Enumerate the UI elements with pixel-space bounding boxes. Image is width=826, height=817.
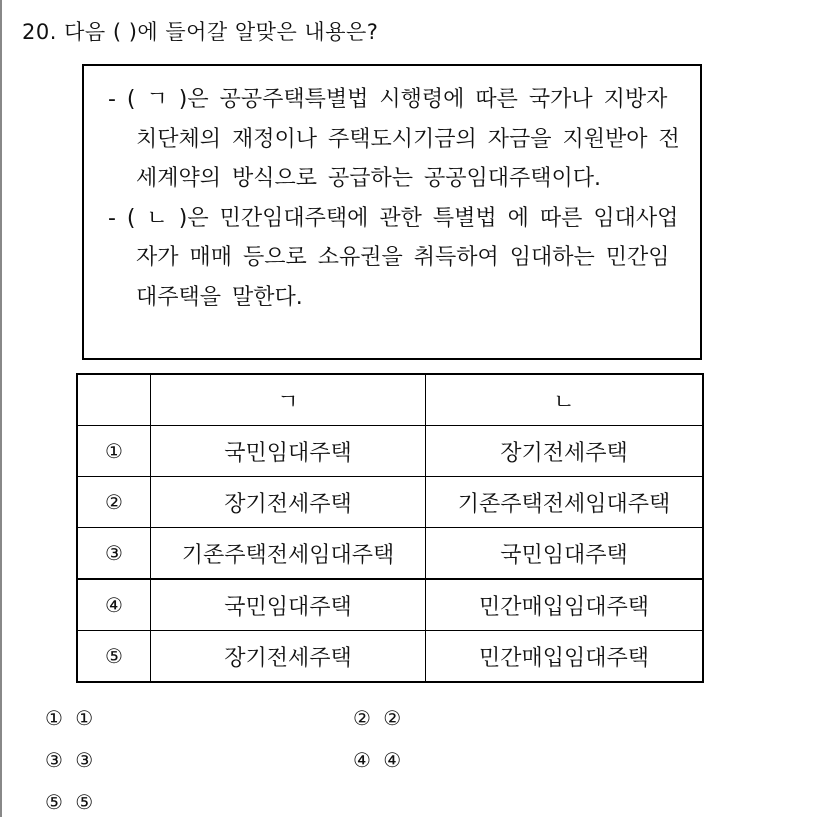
table-cell: 국민임대주택 — [151, 579, 426, 631]
choice-2[interactable]: ② ② — [353, 706, 402, 730]
table-row — [77, 477, 703, 528]
passage-item-b: - ( ㄴ )은 민간임대주택에 관한 특별법 에 따른 임대사업자가 매매 등으로 소유권을 취득하여 임대하는 민간임대주택을 말한다. — [108, 205, 679, 310]
table-cell: ① — [77, 426, 151, 477]
answer-table — [76, 373, 704, 683]
choice-1[interactable]: ① ① — [45, 706, 94, 730]
table-row — [77, 528, 703, 580]
choice-4[interactable]: ④ ④ — [353, 748, 402, 772]
table-row — [77, 426, 703, 477]
table-cell: 기존주택전세임대주택 — [426, 477, 704, 528]
table-cell: ③ — [77, 528, 151, 580]
table-header-cell: ㄱ — [151, 374, 426, 426]
choice-5[interactable]: ⑤ ⑤ — [45, 790, 94, 814]
page-left-border — [0, 0, 2, 817]
table-cell: ⑤ — [77, 631, 151, 683]
passage-item-a: - ( ㄱ )은 공공주택특별법 시행령에 따른 국가나 지방자치단체의 재정이나 주택도시기금의 자금을 지원받아 전세계약의 방식으로 공급하는 공공임대주택이다. — [108, 87, 680, 191]
passage-box — [82, 64, 702, 360]
table-row — [77, 579, 703, 631]
table-header-cell: ㄴ — [426, 374, 704, 426]
table-cell: 기존주택전세임대주택 — [151, 528, 426, 580]
table-cell: ④ — [77, 579, 151, 631]
table-header-cell — [77, 374, 151, 426]
table-cell: 장기전세주택 — [151, 477, 426, 528]
question-title: 20. 다음 ( )에 들어갈 알맞은 내용은? — [22, 20, 379, 44]
table-header-row — [77, 374, 703, 426]
table-cell: 국민임대주택 — [151, 426, 426, 477]
table-cell: 국민임대주택 — [426, 528, 704, 580]
table-cell: 장기전세주택 — [426, 426, 704, 477]
table-row — [77, 631, 703, 683]
choice-3[interactable]: ③ ③ — [45, 748, 94, 772]
table-cell: 장기전세주택 — [151, 631, 426, 683]
table-cell: 민간매입임대주택 — [426, 579, 704, 631]
table-cell: ② — [77, 477, 151, 528]
table-cell: 민간매입임대주택 — [426, 631, 704, 683]
